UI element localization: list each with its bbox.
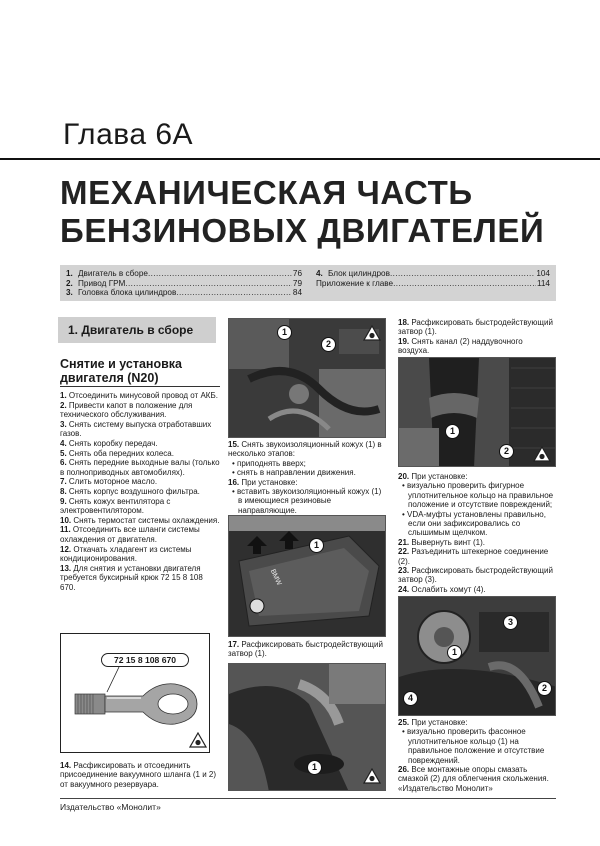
list-item: • вставить звукоизоляционный кожух (1) в имеющиеся резиновые направляющие. [232,487,382,515]
list-item [398,718,556,727]
tow-hook-illustration [61,634,208,751]
step-number: 3. [60,419,67,429]
list-item [60,477,220,487]
step-number: 14. [60,761,72,770]
chapter-divider [0,158,600,160]
callout-number: 1 [447,645,462,660]
callout-number: 1 [309,538,324,553]
toc-item-number: 3. [66,288,73,298]
list-item [60,487,220,497]
photo-quick-coupling [228,663,386,791]
callout-number: 4 [403,691,418,706]
step-number: 6. [60,458,67,468]
title-line-2: БЕНЗИНОВЫХ ДВИГАТЕЛЕЙ [60,212,545,249]
callout-number: 2 [321,337,336,352]
step-text: Расфиксировать быстродействующий затвор (3). [398,566,553,585]
list-item [60,545,220,564]
list-item [228,478,386,487]
page-title [60,174,544,250]
toc-item-number: 2. [66,278,73,288]
list-item [228,440,386,459]
list-item: • визуально проверить фасонное уплотнительное кольцо (1) на правильное положение и отсутствие повреждений. [402,727,545,765]
toc-item-title: Двигатель в сборе [78,269,148,278]
list-item [60,401,220,420]
toc-item[interactable] [316,269,550,279]
step-number: 12. [60,544,72,554]
part-number-label: 72 15 8 108 670 [101,653,189,667]
step-text: Расфиксировать быстродействующий затвор (1). [398,318,553,337]
subsection-heading-line-2: двигателя (N20) [60,371,159,385]
list-item [60,525,220,544]
toc-item[interactable] [316,279,550,289]
toc-leader [148,269,292,279]
list-item: • снять в направлении движения. [232,468,356,478]
step-text: Отсоединить минусовой провод от АКБ. [68,391,218,400]
step-number: 8. [60,486,67,496]
step-17 [228,640,386,659]
toc-item-page: 79 [292,278,302,288]
list-item [398,472,556,481]
tow-hook-drawing [60,633,210,753]
toc-left-column [66,269,302,298]
steps-20-24 [398,472,556,594]
step-text: Снять передние выходные валы (только в полноприводных автомобилях). [60,458,220,477]
list-item [60,391,220,401]
step-text: Расфиксировать быстродействующий затвор (1). [228,640,383,659]
toc-item[interactable] [66,288,302,298]
copyright-warning-icon [533,446,551,462]
step-text: Ослабить хомут (4). [411,584,486,594]
callout-number: 3 [503,615,518,630]
list-item [398,585,556,594]
step-text: Расфиксировать и отсоединить присоединение вакуумного шланга (1 и 2) от вакуумного резервуара. [60,761,217,789]
step-number: 26. [398,765,410,775]
toc-item-title: Приложение к главе [316,278,394,288]
step-text: Снять коробку передач. [68,438,158,448]
photo-engine-cover [228,515,386,637]
step-14 [60,761,220,789]
list-item [398,337,556,356]
step-text: Разъединить штекерное соединение (2). [398,547,549,566]
copyright-warning-icon [189,732,207,748]
toc-leader [176,288,292,298]
section-heading: 1. Двигатель в сборе [68,323,194,337]
step-text: Снять термостат системы охлаждения. [73,515,220,525]
list-item: • приподнять вверх; [232,458,306,468]
step-text: При установке: [411,718,468,727]
callout-number: 1 [307,760,322,775]
step-number: 1. [60,391,67,400]
list-item [398,566,556,585]
step-number: 19. [398,336,410,346]
step-number: 23. [398,566,410,576]
steps-25-26 [398,718,556,793]
toc-item-page: 104 [536,269,550,278]
step-number: 16. [228,477,240,487]
toc-item-title: Привод ГРМ [78,278,126,288]
step-number: 24. [398,584,410,594]
photo-vacuum-hoses [228,318,386,438]
engine-cover-photo [229,516,386,637]
step-text: Привести капот в положение для технического обслуживания. [60,400,193,420]
step-number: 11. [60,525,71,535]
step-number: 21. [398,537,410,547]
footer-publisher: Издательство «Монолит» [60,802,161,812]
chapter-label: Глава 6А [63,118,194,151]
step-number: 13. [60,563,72,573]
list-item [398,538,556,547]
list-item [60,516,220,526]
toc-leader [125,279,292,289]
footer-divider [60,798,556,799]
subsection-heading [60,357,220,387]
step-number: 18. [398,318,410,327]
step-text: Откачать хладагент из системы кондиционирования. [60,544,192,564]
photo-alternator-area [398,596,556,716]
step-number: 25. [398,718,410,727]
toc-item-number: 4. [316,269,323,278]
list-item [398,318,556,337]
list-item [60,458,220,477]
step-number: 17. [228,640,240,649]
callout-number: 2 [499,444,514,459]
list-item [60,420,220,439]
section-heading-bar [58,317,216,343]
step-number: 9. [60,496,67,506]
callout-number: 2 [537,681,552,696]
step-text: При установке: [411,472,468,481]
list-item [60,449,220,459]
step-number: 22. [398,547,410,557]
list-item [60,439,220,449]
step-text: Снять корпус воздушного фильтра. [68,486,200,496]
car-brand-badge: BMW [268,568,283,587]
callout-number: 1 [277,325,292,340]
toc-item[interactable] [66,279,302,289]
alternator-photo [399,597,556,716]
step-text: Снять оба передних колеса. [68,448,174,458]
step-text: Все монтажные опоры смазать смазкой (2) для облегчения скольжения. «Издательство Монолит» [398,765,549,793]
toc-leader [390,269,535,279]
step-number: 20. [398,472,410,481]
toc-leader [393,279,536,289]
list-item: • визуально проверить фигурное уплотнительное кольцо на правильное положение и отсутствие повреждений; [402,481,554,510]
copyright-warning-icon [363,768,381,784]
step-text: Снять систему выпуска отработавших газов. [60,419,212,439]
step-text: Слить моторное масло. [68,477,158,487]
step-text: Снять канал (2) наддувочного воздуха. [398,336,523,356]
toc-item-page: 84 [292,288,302,298]
step-text: При установке: [241,477,298,487]
photo-charge-air-duct [398,357,556,467]
toc-item-page: 76 [292,269,302,278]
steps-18-19 [398,318,556,356]
step-text: Вывернуть винт (1). [411,537,485,547]
list-item [60,497,220,516]
subsection-heading-line-1: Снятие и установка [60,357,183,371]
step-number: 4. [60,438,67,448]
toc-item-title: Блок цилиндров [328,269,390,278]
step-number: 7. [60,477,67,487]
toc-item-number: 1. [66,269,73,278]
steps-list [60,391,220,592]
step-number: 10. [60,515,72,525]
step-text: Для снятия и установки двигателя требуется буксирный крюк 72 15 8 108 670. [60,563,203,592]
toc-right-column [316,269,550,288]
step-text: Снять кожух вентилятора с электровентилятором. [60,496,171,516]
table-of-contents [60,265,556,301]
list-item [398,547,556,566]
copyright-warning-icon [363,325,381,341]
toc-item-title: Головка блока цилиндров [78,288,177,298]
list-item: • VDA-муфты установлены правильно, если они зафиксировались со слышимым щелчком. [402,509,546,538]
step-number: 15. [228,440,240,449]
list-item [398,765,556,793]
list-item [60,564,220,593]
toc-item[interactable] [66,269,302,279]
step-text: Снять звукоизоляционный кожух (1) в несколько этапов: [228,440,382,459]
callout-number: 1 [445,424,460,439]
toc-item-page: 114 [536,278,550,288]
step-number: 5. [60,448,67,458]
step-text: Отсоединить все шланги системы охлаждения от двигателя. [60,525,200,544]
step-number: 2. [60,400,67,410]
title-line-1: МЕХАНИЧЕСКАЯ ЧАСТЬ [60,174,473,211]
steps-15-16 [228,440,386,515]
